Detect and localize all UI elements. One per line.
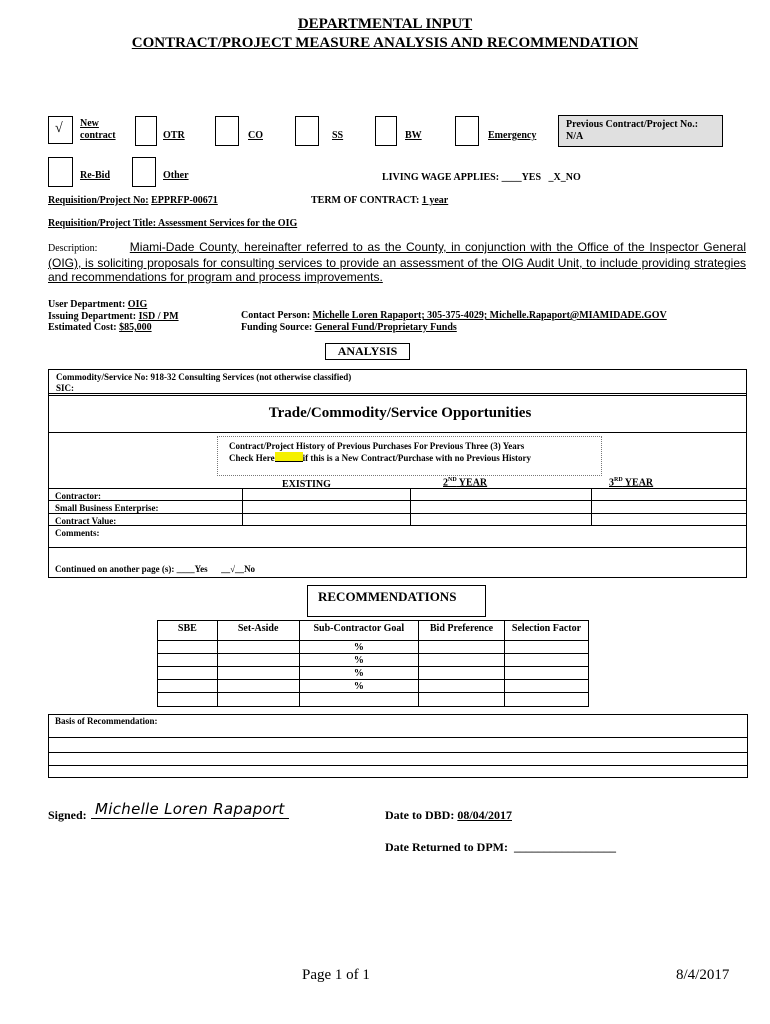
requisition-title: Requisition/Project Title: Assessment Services for the OIG <box>48 218 298 229</box>
history-text: Contract/Project History of Previous Purchases For Previous Three (3) Years Check Here if this is a New Contract/Purchase with no Previous History <box>229 441 531 463</box>
ss-label: SS <box>332 130 344 141</box>
signature-image: Michelle Loren Rapaport <box>91 800 289 819</box>
co-label: CO <box>248 130 263 141</box>
date-to-dbd: Date to DBD: 08/04/2017 <box>385 808 512 822</box>
date-returned: Date Returned to DPM: _________________ <box>385 840 616 854</box>
emergency-label: Emergency <box>488 130 537 141</box>
pct-2: % <box>299 654 418 667</box>
rec-col-bid-preference: Bid Preference <box>419 621 505 641</box>
description-block <box>48 240 746 284</box>
col-2nd-year: 2ND YEAR <box>443 477 488 489</box>
signed-label: Signed: <box>48 808 87 822</box>
new-contract-checkbox[interactable] <box>48 116 73 144</box>
page-date: 8/4/2017 <box>676 967 730 983</box>
other-checkbox[interactable] <box>132 157 156 187</box>
description-label: Description: <box>48 243 98 254</box>
otr-label: OTR <box>163 130 185 141</box>
opportunities-heading: Trade/Commodity/Service Opportunities <box>268 405 532 421</box>
continued-line: Continued on another page (s): ____Yes __√__No <box>55 564 256 574</box>
pct-1: % <box>299 641 418 654</box>
previous-contract-box <box>558 115 723 147</box>
history-row-labels: Contractor: Small Business Enterprise: Contract Value: Comments: <box>55 491 159 538</box>
bw-label: BW <box>405 130 422 141</box>
previous-contract-label: Previous Contract/Project No.: <box>566 119 699 130</box>
rec-col-subcontractor-goal: Sub-Contractor Goal <box>299 621 418 641</box>
bw-checkbox[interactable] <box>375 116 397 146</box>
pct-4: % <box>299 680 418 693</box>
description-text: Miami-Dade County, hereinafter referred to as the County, in conjunction with the Office of the Inspector General (OIG), is soliciting proposals for consulting services to provide an assessment of the OIG Audit Unit, to include providing strategies and recommendations for program and process improvements. <box>48 240 746 284</box>
department-info-left: User Department: OIG Issuing Department: ISD / PM Estimated Cost: $85,000 <box>48 299 179 333</box>
emergency-checkbox[interactable] <box>455 116 479 146</box>
rebid-label: Re-Bid <box>80 170 110 181</box>
living-wage-line: LIVING WAGE APPLIES: ____YES _X_NO <box>382 172 581 183</box>
commodity-info: Commodity/Service No: 918-32 Consulting Services (not otherwise classified) SIC: <box>56 372 352 393</box>
page-number: Page 1 of 1 <box>302 967 370 983</box>
ss-checkbox[interactable] <box>295 116 319 146</box>
col-3rd-year: 3RD YEAR <box>609 477 654 489</box>
analysis-heading: ANALYSIS <box>325 343 410 360</box>
rebid-checkbox[interactable] <box>48 157 73 187</box>
term-of-contract: TERM OF CONTRACT: 1 year <box>311 195 449 206</box>
other-label: Other <box>163 170 189 181</box>
previous-contract-value: N/A <box>566 131 584 142</box>
check-here-field[interactable] <box>275 452 303 462</box>
new-contract-label: New contract <box>80 118 116 141</box>
requisition-no: Requisition/Project No: EPPRFP-00671 <box>48 195 218 206</box>
form-title-line1: DEPARTMENTAL INPUT <box>297 16 473 32</box>
pct-3: % <box>299 667 418 680</box>
otr-checkbox[interactable] <box>135 116 157 146</box>
form-title-line2: CONTRACT/PROJECT MEASURE ANALYSIS AND RECOMMENDATION <box>131 35 639 51</box>
rec-col-set-aside: Set-Aside <box>217 621 299 641</box>
recommendations-table <box>157 620 589 707</box>
check-mark-icon: √ <box>55 121 63 136</box>
col-existing: EXISTING <box>282 479 331 490</box>
recommendations-heading: RECOMMENDATIONS <box>318 589 457 604</box>
basis-label: Basis of Recommendation: <box>55 716 158 726</box>
rec-col-sbe: SBE <box>158 621 218 641</box>
co-checkbox[interactable] <box>215 116 239 146</box>
rec-col-selection-factor: Selection Factor <box>504 621 588 641</box>
department-info-right: Contact Person: Michelle Loren Rapaport; 305-375-4029; Michelle.Rapaport@MIAMIDADE.GOV Funding Source: General Fund/Proprietary Funds <box>241 310 667 333</box>
recommendations-heading-box <box>307 585 486 617</box>
